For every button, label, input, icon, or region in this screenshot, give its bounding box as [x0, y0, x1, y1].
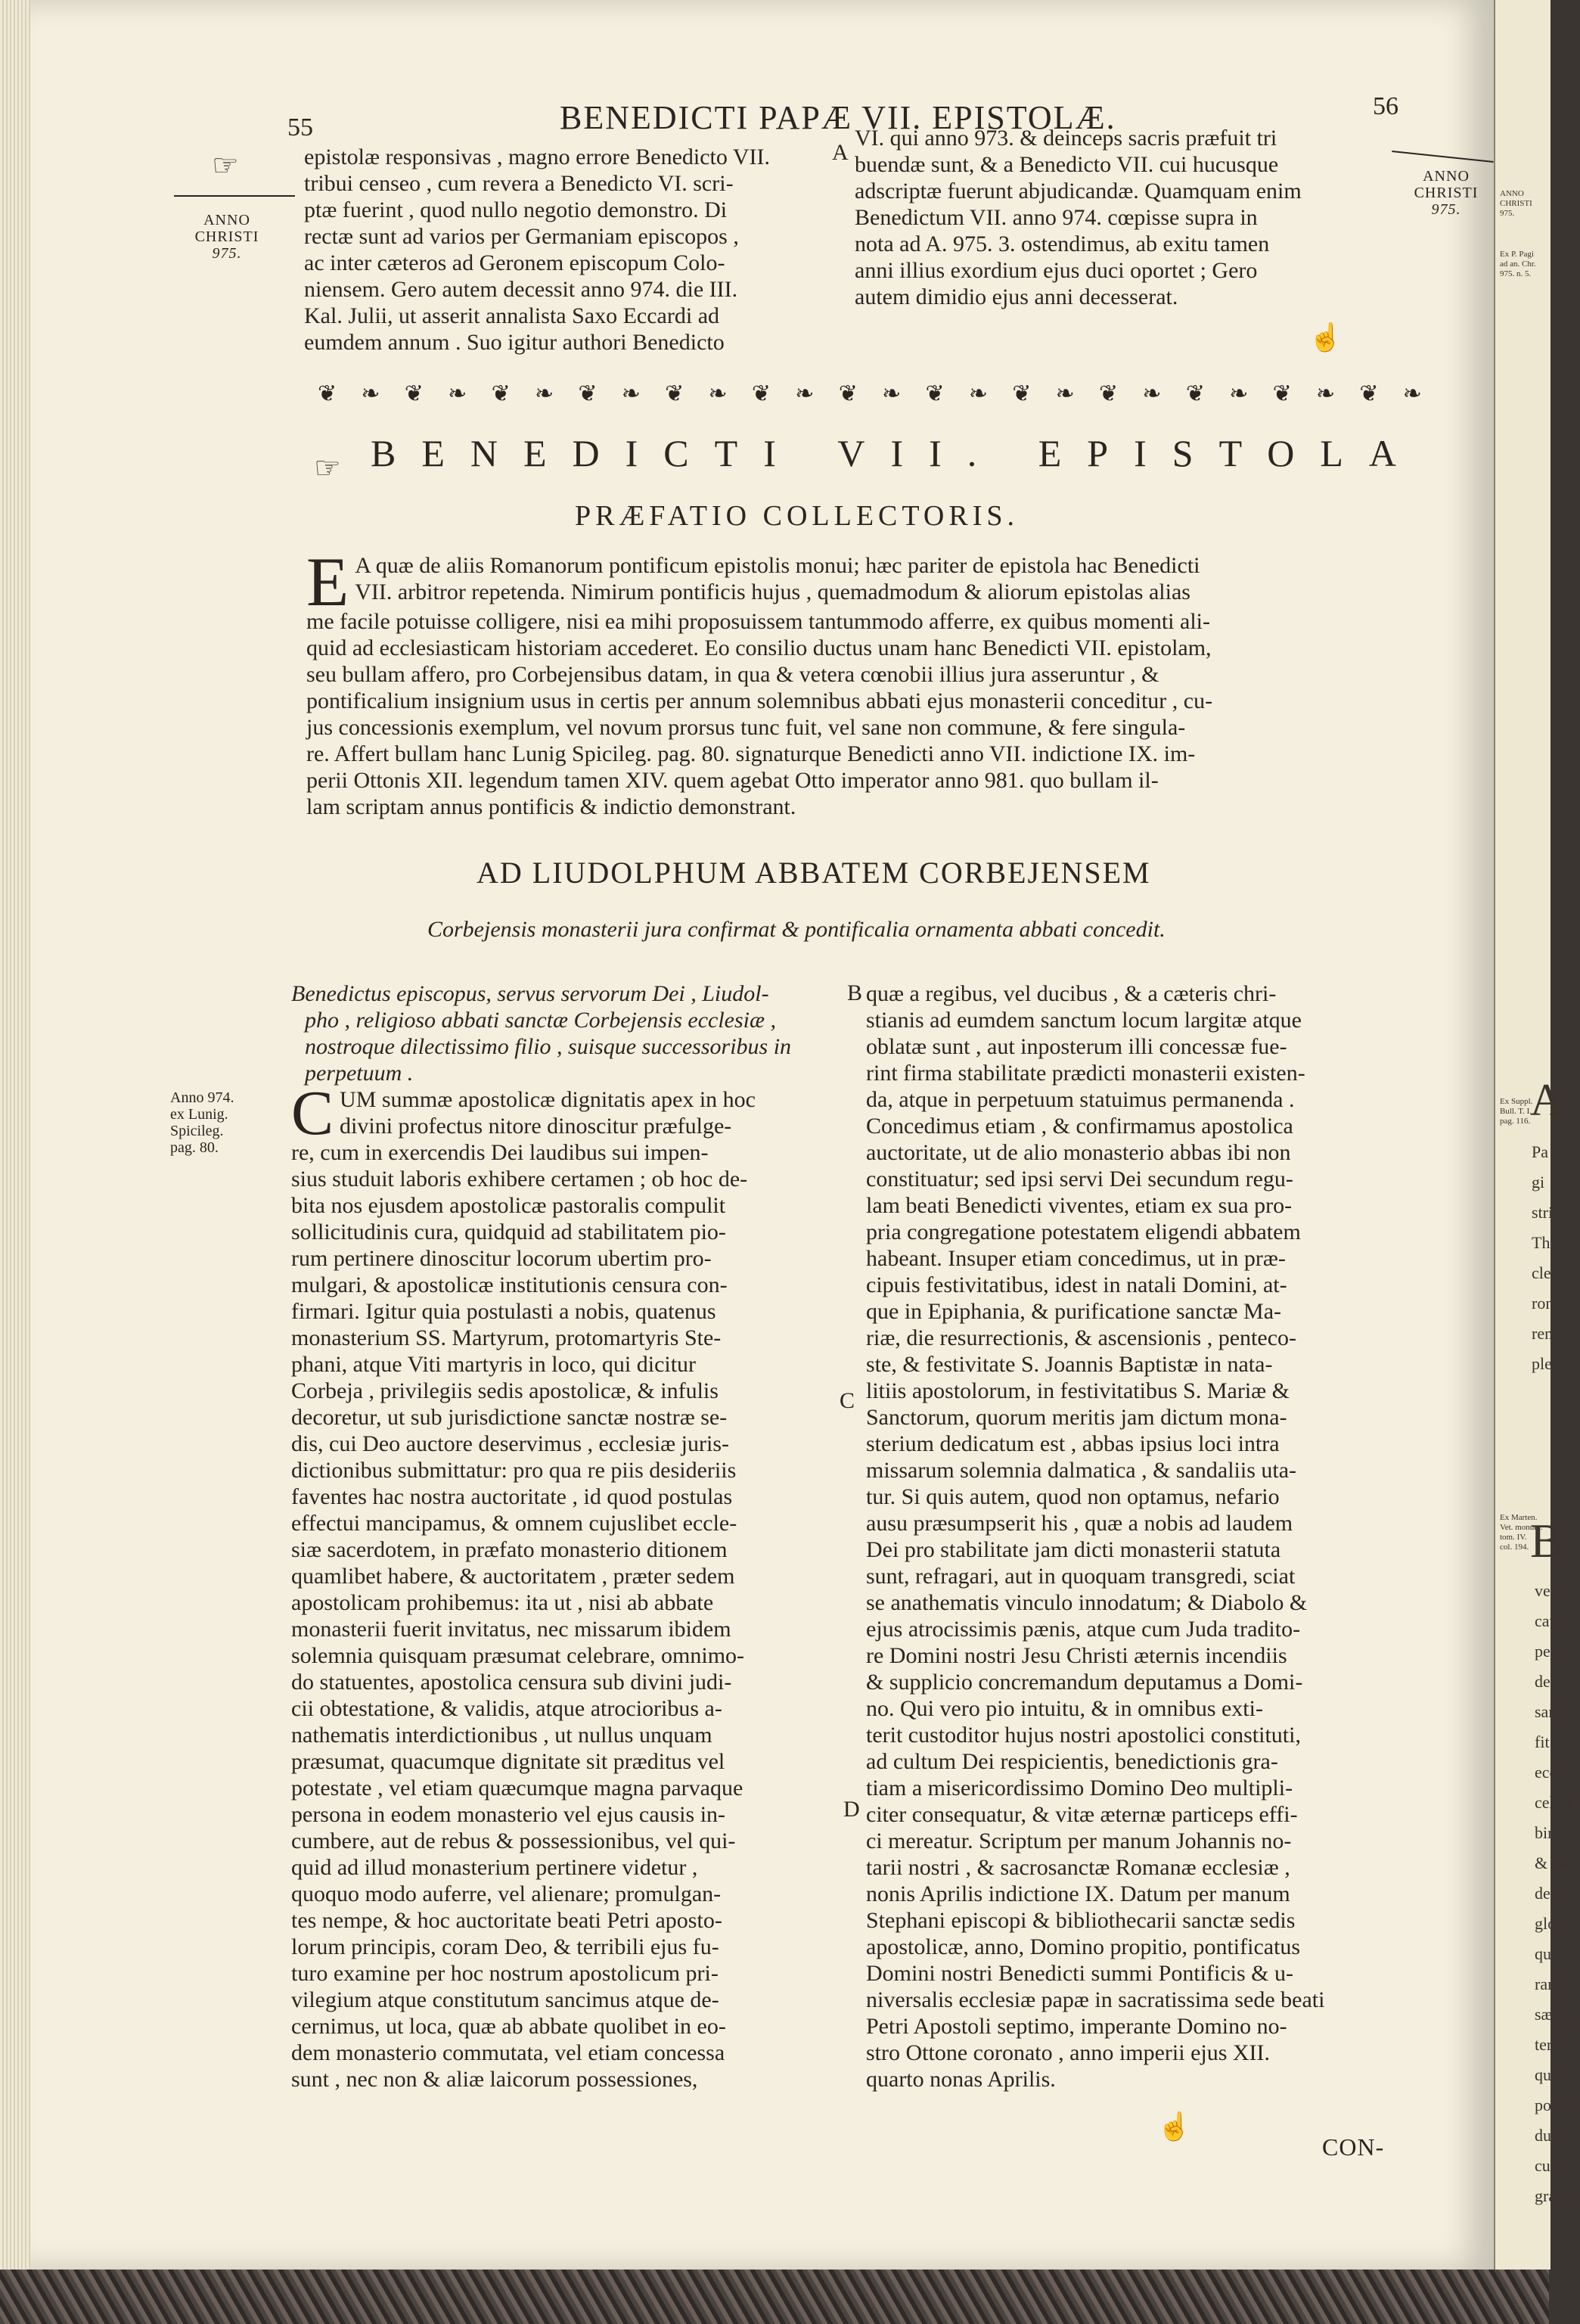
text-line: quoquo modo auferre, vel alienare; promulgan-	[291, 1881, 722, 1906]
next-page-capital-b: B	[1530, 1514, 1563, 1567]
next-page-fragment: devot	[1535, 1884, 1572, 1903]
next-page-fragment: fit	[1535, 1732, 1550, 1751]
text-line: præsumat, quacumque dignitate sit præditus vel	[291, 1749, 725, 1774]
epistola-title	[371, 431, 1422, 475]
text-line: bita nos ejusdem apostolicæ pastoralis compulit	[291, 1193, 726, 1218]
text-line: nathematis interdictionibus , ut nullus unquam	[291, 1723, 712, 1748]
body-right-column	[866, 980, 1426, 2093]
next-page-fragment: sæpius	[1535, 2005, 1580, 2024]
text-line: Benedictus episcopus, servus servorum Dei , Liudol-	[291, 981, 769, 1006]
right-page-number: 56	[1373, 92, 1398, 120]
body-left-column	[291, 980, 843, 2093]
text-line: anni illius exordium ejus duci oportet ; Gero	[855, 258, 1258, 283]
margin-rule-left	[174, 195, 295, 197]
next-page-fragment: cum a	[1535, 2156, 1575, 2175]
letter-subtitle: Corbejensis monasterii jura confirmat & pontificalia ornamenta abbati concedit.	[427, 917, 1166, 942]
decorative-ornament-band: ❦ ❧ ❦ ❧ ❦ ❧ ❦ ❧ ❦ ❧ ❦ ❧ ❦ ❧ ❦ ❧ ❦ ❧ ❦ ❧ ❦ ❧ ❦ ❧ ❦ ❧	[318, 381, 1422, 406]
manicule-end-icon: ☝	[1308, 322, 1343, 353]
text-line: rint firma stabilitate prædicti monasterii existen-	[866, 1061, 1305, 1086]
body-dropcap: C	[291, 1078, 334, 1148]
note-line: Bull. T. I.	[1500, 1107, 1532, 1116]
text-line: riæ, die resurrectionis, & ascensionis , penteco-	[866, 1325, 1297, 1350]
text-line: se anathematis vinculo innodatum; & Diabolo &	[866, 1590, 1308, 1615]
text-line: Kal. Julii, ut asserit annalista Saxo Eccardi ad	[304, 303, 720, 328]
preface-dropcap: E	[306, 543, 349, 620]
text-line: epistolæ responsivas , magno errore Benedicto VII.	[304, 144, 770, 169]
text-line: pria congregatione potestatem eligendi abbatem	[866, 1219, 1301, 1244]
margin-rule-right	[1392, 151, 1493, 163]
text-line: tarii nostri , & sacrosanctæ Romanæ ecclesiæ ,	[866, 1855, 1290, 1880]
text-line: tur. Si quis autem, quod non optamus, nefario	[866, 1484, 1280, 1509]
text-line: Stephani episcopi & bibliothecarii sanctæ sedis	[866, 1908, 1296, 1933]
pointing-hand-title-icon: ☞	[314, 451, 341, 485]
text-line: tes nempe, & hoc auctoritate beati Petri aposto-	[291, 1908, 722, 1933]
next-page-fragment: verst	[1535, 1581, 1567, 1600]
text-line: sius studuit laboris exhibere certamen ; ob hoc de-	[291, 1167, 748, 1192]
text-line: sunt , nec non & aliæ laicorum possessiones,	[291, 2067, 698, 2092]
text-line: decoretur, ut sub jurisdictione sanctæ nostræ se-	[291, 1405, 728, 1430]
text-line: constituatur; sed ipsi servi Dei secundum regu-	[866, 1167, 1293, 1192]
text-line: Corbeja , privilegiis sedis apostolicæ, & infulis	[291, 1378, 719, 1403]
text-line: eumdem annum . Suo igitur authori Benedicto	[304, 330, 725, 355]
text-line: no. Qui vero pio intuitu, & in omnibus exti-	[866, 1696, 1263, 1721]
note-line: 975. n. 5.	[1500, 269, 1532, 278]
text-line: ci mereatur. Scriptum per manum Johannis no-	[866, 1828, 1292, 1853]
christi-label: CHRISTI	[1414, 185, 1479, 201]
next-page-fragment: possid	[1535, 2096, 1578, 2114]
title-word: VII.	[837, 432, 1003, 474]
text-line: citer consequatur, & vitæ æternæ particeps effi-	[866, 1802, 1298, 1827]
anno-year: 975.	[1431, 201, 1461, 218]
text-line: da, atque in perpetuum statuimus permanenda .	[866, 1087, 1295, 1112]
text-line: cumbere, aut de rebus & possessionibus, vel qui-	[291, 1828, 736, 1853]
next-page-fragment: ducere	[1535, 2126, 1579, 2145]
left-page-number: 55	[287, 113, 313, 141]
note-line: tom. IV.	[1500, 1533, 1527, 1542]
text-line: monasterium SS. Martyrum, protomartyris Ste-	[291, 1325, 722, 1350]
next-page-fragment: eccle	[1535, 1763, 1569, 1782]
christi-label: CHRISTI	[194, 228, 259, 245]
text-line: jus concessionis exemplum, vel novum prorsus tunc fuit, vel sane non commune, & fere singula-	[306, 715, 1186, 740]
next-page-fragment: glorio	[1535, 1914, 1575, 1933]
text-line: lorum principis, coram Deo, & terribili ejus fu-	[291, 1934, 719, 1959]
next-page-fragment: rando	[1535, 1974, 1573, 1993]
section-letter-a: A	[832, 140, 849, 165]
christi-label: CHRISTI	[1500, 199, 1532, 208]
text-line: re. Affert bullam hanc Lunig Spicileg. pag. 80. signaturque Benedicti anno VII. indictione IX. im-	[306, 741, 1196, 766]
text-line: cernimus, ut loca, quæ ab abbate quolibet in eo-	[291, 2014, 726, 2039]
title-word: BENEDICTI	[371, 432, 802, 474]
text-line: rum pertinere dinoscitur locorum ubertim pro-	[291, 1246, 712, 1271]
text-line: terit custoditor hujus nostri apostolici constituti,	[866, 1723, 1301, 1748]
page-stack-edge	[0, 0, 30, 2270]
text-line: tiam a misericordissimo Domino Deo multipli-	[866, 1776, 1293, 1800]
text-line: VII. arbitror repetenda. Nimirum pontificis hujus , quemadmodum & aliorum epistolas alias	[355, 579, 1190, 604]
text-line: VI. qui anno 973. & deinceps sacris præfuit tri	[855, 126, 1277, 151]
text-line: & supplicio concremandum deputamus a Domi-	[866, 1670, 1303, 1695]
text-line: litiis apostolorum, in festivitatibus S. Mariæ &	[866, 1378, 1290, 1403]
next-page-fragment: & Ge	[1535, 1853, 1572, 1872]
text-line: UM summæ apostolicæ dignitatis apex in hoc	[340, 1087, 756, 1112]
text-line: quæ a regibus, vel ducibus , & a cæteris chri-	[866, 981, 1277, 1006]
next-page-anno	[1500, 189, 1545, 219]
text-line: solemnia quisquam præsumat celebrare, omnimo-	[291, 1643, 745, 1668]
text-line: nostroque dilectissimo filio , suisque successoribus in	[305, 1034, 792, 1059]
text-line: que in Epiphania, & purificatione sanctæ Ma-	[866, 1299, 1282, 1324]
section-letter-c: C	[840, 1388, 855, 1413]
next-page-fragment: Pa	[1532, 1142, 1548, 1161]
text-line: sterium dedicatum est , abbas ipsius loci intra	[866, 1431, 1280, 1456]
next-page-fragment: cathe	[1535, 1611, 1570, 1630]
text-line: cii obtestatione, & validis, atque atrocioribus a-	[291, 1696, 722, 1721]
book-page	[30, 0, 1494, 2270]
next-page-capital-a: A	[1530, 1075, 1563, 1125]
title-word: EPISTOLA	[1038, 432, 1422, 474]
text-line: quarto nonas Aprilis.	[866, 2067, 1056, 2092]
text-line: pontificalium insignium usus in certis per annum solemnibus abbati ejus monasterii conceditur , cu-	[306, 688, 1213, 713]
next-page-fragment: rem	[1532, 1324, 1558, 1343]
text-line: faventes hac nostra auctoritate , id quod postulas	[291, 1484, 733, 1509]
catchword: CON-	[1322, 2133, 1385, 2161]
text-line: quid ad illud monasterium pertinere videtur ,	[291, 1855, 698, 1880]
text-line: ac inter cæteros ad Geronem episcopum Colo-	[304, 250, 725, 275]
text-line: apostolicam prohibemus: ita ut , nisi ab abbate	[291, 1590, 714, 1615]
text-line: siæ sacerdotem, in præfato monasterio ditionem	[291, 1537, 728, 1562]
next-page-fragment: quæ c	[1535, 2065, 1574, 2084]
next-page-fragment: cle	[1532, 1263, 1551, 1282]
anno-christi-left	[174, 212, 280, 262]
note-line: col. 194.	[1500, 1543, 1529, 1552]
note-line: Spicileg.	[170, 1123, 224, 1139]
text-line: dictionibus submittatur: pro qua re piis desideriis	[291, 1458, 737, 1483]
text-line: tribui censeo , cum revera a Benedicto VI. scri-	[304, 171, 734, 196]
next-page-edge	[1494, 0, 1580, 2270]
text-line: lam scriptam annus pontificis & indictio demonstrant.	[306, 794, 796, 819]
text-line: re Domini nostri Jesu Christi æternis incendiis	[866, 1643, 1287, 1668]
text-line: perpetuum .	[305, 1061, 414, 1086]
text-line: ste, & festivitate S. Joannis Baptistæ in nata-	[866, 1352, 1273, 1377]
next-page-fragment: gi	[1532, 1173, 1545, 1192]
note-line: pag. 80.	[170, 1139, 219, 1156]
text-line: Petri Apostoli septimo, imperante Domino no-	[866, 2014, 1287, 2039]
text-line: do statuentes, apostolica censura sub divini judi-	[291, 1670, 732, 1695]
text-line: oblatæ sunt , aut inposterum illi concessæ fue-	[866, 1034, 1287, 1059]
text-line: seu bullam affero, pro Corbejensibus datam, in qua & vetera cœnobii illius jura asseruntur , &	[306, 662, 1159, 687]
text-line: habeant. Insuper etiam concedimus, ut in præ-	[866, 1246, 1286, 1271]
text-line: perii Ottonis XII. legendum tamen XIV. quem agebat Otto imperator anno 981. quo bullam il-	[306, 768, 1159, 793]
text-line: dis, cui Deo auctore deservimus , ecclesiæ juris-	[291, 1431, 729, 1456]
margin-note-lunig	[170, 1089, 261, 1156]
text-line: buendæ sunt, & a Benedicto VII. cui hucusque	[855, 152, 1279, 177]
text-line: rectæ sunt ad varios per Germaniam episcopos ,	[304, 224, 739, 249]
text-line: divini profectus nitore dinoscitur præfulge-	[340, 1114, 732, 1139]
text-line: potestate , vel etiam quæcumque magna parvaque	[291, 1776, 743, 1800]
preface-paragraph	[306, 543, 1426, 820]
next-page-fragment: cellor	[1535, 1793, 1573, 1812]
note-line: pag. 116.	[1500, 1117, 1531, 1126]
text-line: A quæ de aliis Romanorum pontificum epistolis monui; hæc pariter de epistola hac Benedicti	[355, 553, 1200, 578]
text-line: me facile potuisse colligere, nisi ea mihi proposuissem tantummodo afferre, ex quibus momenti ali-	[306, 609, 1210, 634]
next-page-fragment: territ	[1535, 2035, 1567, 2054]
note-line: Ex Marten.	[1500, 1513, 1538, 1522]
next-page-fragment: gratui	[1535, 2186, 1574, 2205]
text-line: effectui mancipamus, & omnem cujuslibet eccle-	[291, 1511, 737, 1536]
text-line: quid ad ecclesiasticam historiam accederet. Eo consilio ductus unam hanc Benedicti VII. epistolam,	[306, 635, 1212, 660]
next-page-note-pagi	[1500, 250, 1545, 279]
anno-label: ANNO	[1423, 168, 1470, 185]
note-line: Vet. monum.	[1500, 1523, 1543, 1532]
text-line: auctoritate, ut de alio monasterio abbas ibi non	[866, 1140, 1291, 1165]
text-line: turo examine per hoc nostrum apostolicum pri-	[291, 1961, 719, 1986]
note-line: Ex P. Pagi	[1500, 250, 1534, 259]
salutation	[291, 980, 843, 1086]
next-page-fragment: que a	[1535, 1944, 1571, 1963]
text-line: pho , religioso abbati sanctæ Corbejensis ecclesiæ ,	[305, 1008, 777, 1033]
text-line: nota ad A. 975. 3. ostendimus, ab exitu tamen	[855, 231, 1270, 256]
text-line: stianis ad eumdem sanctum locum largitæ atque	[866, 1008, 1302, 1033]
pointing-hand-icon: ☞	[212, 148, 239, 182]
text-line: Domini nostri Benedicti summi Pontificis & u-	[866, 1961, 1293, 1986]
text-line: nonis Aprilis indictione IX. Datum per manum	[866, 1881, 1290, 1906]
next-page-fragment: de o	[1535, 1672, 1563, 1691]
anno-label: ANNO	[203, 212, 250, 228]
text-line: Benedictum VII. anno 974. cœpisse supra in	[855, 205, 1258, 230]
anno-christi-right	[1401, 168, 1492, 218]
next-page-fragment: perpe	[1535, 1642, 1572, 1661]
next-page-fragment: sancti	[1535, 1702, 1574, 1721]
text-line: cipuis festivitatibus, idest in natali Domini, at-	[866, 1272, 1287, 1297]
text-line: ausu præsumpserit his , quæ a nobis ad laudem	[866, 1511, 1293, 1536]
text-line: vilegium atque constitutum sancimus atque de-	[291, 1987, 719, 2012]
note-line: Anno 974.	[170, 1089, 234, 1106]
text-line: niensem. Gero autem decessit anno 974. die III.	[304, 277, 738, 302]
text-line: re, cum in exercendis Dei laudibus sui impen-	[291, 1140, 709, 1165]
text-line: ad cultum Dei respicientis, benedictionis gra-	[866, 1749, 1278, 1774]
text-line: dem monasterio commutata, vel etiam concessa	[291, 2040, 725, 2065]
next-page-fragment: Th	[1532, 1233, 1551, 1252]
text-line: Dei pro stabilitate jam dicti monasterii statuta	[866, 1537, 1281, 1562]
anno-label: ANNO	[1500, 189, 1524, 198]
text-line: Concedimus etiam , & confirmamus apostolica	[866, 1114, 1293, 1139]
text-line: lam beati Benedicti viventes, etiam ex sua pro-	[866, 1193, 1293, 1218]
text-line: autem dimidio ejus anni decesserat.	[855, 284, 1178, 309]
page-header-title: BENEDICTI PAPÆ VII. EPISTOLÆ.	[560, 99, 1116, 136]
next-page-fragment: stri	[1532, 1203, 1554, 1222]
anno-year: 975.	[212, 245, 242, 262]
text-line: stro Ottone coronato , anno imperii ejus XII.	[866, 2040, 1271, 2065]
text-line: ptæ fuerint , quod nullo negotio demonstro. Di	[304, 197, 728, 222]
praefatio-heading: PRÆFATIO COLLECTORIS.	[575, 500, 1019, 532]
note-line: Ex Suppl.	[1500, 1097, 1533, 1106]
text-line: niversalis ecclesiæ papæ in sacratissima sede beati	[866, 1987, 1325, 2012]
next-page-fragment: roni	[1532, 1294, 1559, 1313]
section-letter-d: D	[843, 1797, 860, 1822]
top-right-column	[855, 125, 1399, 310]
text-line: ejus atrocissimis pænis, atque cum Juda tradito-	[866, 1617, 1301, 1642]
text-line: apostolicæ, anno, Domino propitio, pontificatus	[866, 1934, 1301, 1959]
section-letter-b: B	[847, 980, 863, 1005]
background-carpet	[0, 2270, 1549, 2324]
text-line: monasterii fuerit invitatus, nec missarum ibidem	[291, 1617, 731, 1642]
text-line: quamlibet habere, & auctoritatem , præter sedem	[291, 1564, 735, 1589]
anno-year: 975.	[1500, 209, 1515, 218]
note-line: ex Lunig.	[170, 1106, 228, 1123]
text-line: persona in eodem monasterio vel ejus causis in-	[291, 1802, 726, 1827]
note-line: ad an. Chr.	[1500, 259, 1536, 269]
text-line: sunt, refragari, aut in quoquam transgredi, sciat	[866, 1564, 1296, 1589]
text-line: adscriptæ fuerunt abjudicandæ. Quamquam enim	[855, 179, 1302, 204]
letter-address-title: AD LIUDOLPHUM ABBATEM CORBEJENSEM	[476, 856, 1151, 890]
text-line: firmari. Igitur quia postulasti a nobis, quatenus	[291, 1299, 716, 1324]
text-line: phani, atque Viti martyris in loco, qui dicitur	[291, 1352, 697, 1377]
text-line: Sanctorum, quorum meritis jam dictum mona-	[866, 1405, 1287, 1430]
text-line: missarum solemnia dalmatica , & sandaliis uta-	[866, 1458, 1297, 1483]
top-left-column	[304, 144, 849, 356]
next-page-fragment: pler	[1532, 1354, 1558, 1373]
manicule-end-icon: ☝	[1157, 2111, 1191, 2142]
next-page-fragment: bin	[1535, 1823, 1557, 1842]
text-line: sollicitudinis cura, quidquid ad stabilitatem pio-	[291, 1219, 726, 1244]
text-line: mulgari, & apostolicæ institutionis censura con-	[291, 1272, 728, 1297]
